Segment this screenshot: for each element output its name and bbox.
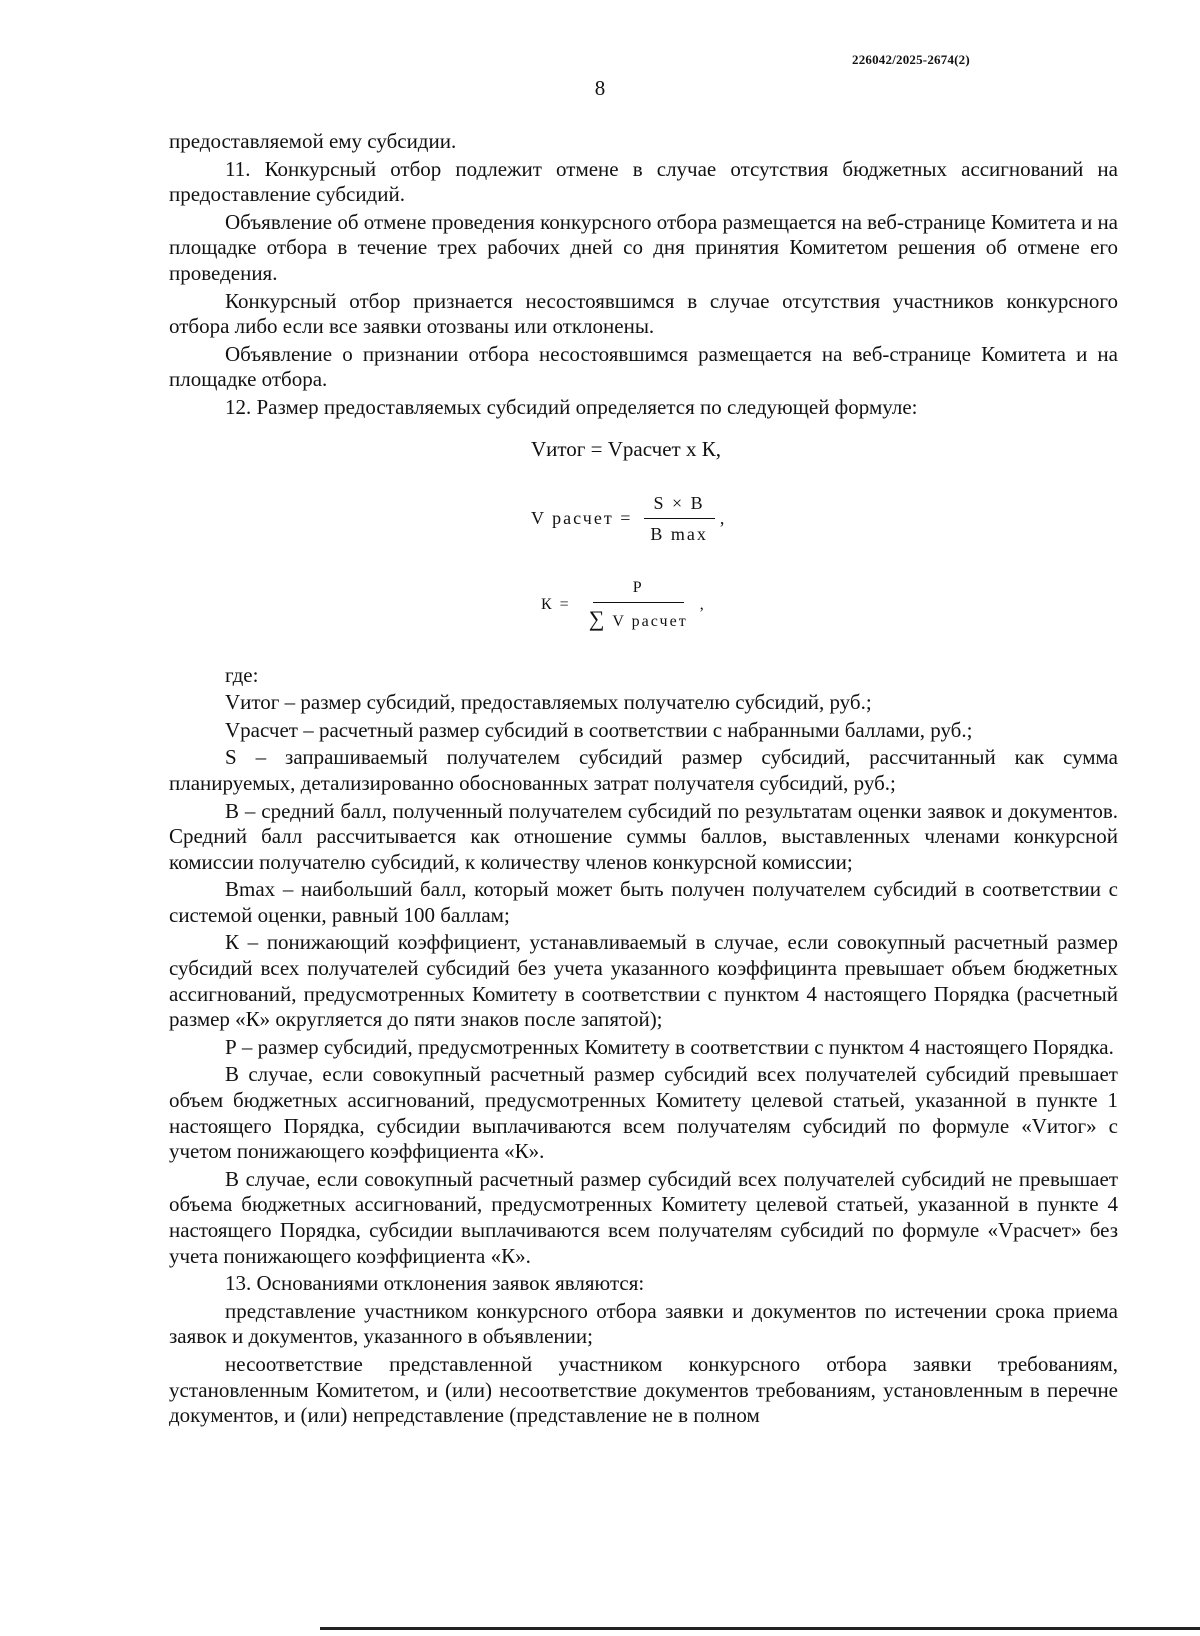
sum-term: V расчет: [612, 613, 688, 631]
definition: К – понижающий коэффициент, устанавливаемый в случае, если совокупный расчетный размер субсидий всех получателей субсидий без учета указанного коэффицинта превышает объем бюджетных ассигнований, предусмотренных Комитету в соответствии с пунктом 4 настоящего Порядка (расчетный размер «К» округляется до пяти знаков после запятой);: [169, 930, 1118, 1032]
where-label: где:: [225, 662, 259, 687]
paragraph: Конкурсный отбор признается несостоявшимся в случае отсутствия участников конкурсного отбора либо если все заявки отозваны или отклонены.: [169, 288, 1118, 339]
definition: Р – размер субсидий, предусмотренных Комитету в соответствии с пунктом 4 настоящего Порядка.: [225, 1034, 1114, 1059]
definition: Bmax – наибольший балл, который может быть получен получателем субсидий в соответствии с системой оценки, равный 100 баллам;: [169, 877, 1118, 927]
definition: S – запрашиваемый получателем субсидий размер субсидий, рассчитанный как сумма планируемых, детализированно обоснованных затрат получателя субсидий, руб.;: [169, 745, 1118, 795]
fraction-denominator: [579, 603, 698, 635]
formula-lhs: К =: [541, 595, 571, 613]
fraction: [640, 491, 718, 548]
paragraph: 12. Размер предоставляемых субсидий определяется по следующей формуле:: [225, 394, 918, 419]
scan-edge-line: [320, 1627, 1200, 1630]
definition: B – средний балл, полученный получателем субсидий по результатам оценки заявок и документов. Средний балл рассчитывается как отношение суммы баллов, выставленных членами конкурсной комиссии получателю субсидий, к количеству членов конкурсной комиссии;: [169, 798, 1118, 874]
formula-comma: ,: [699, 595, 706, 613]
paragraph: В случае, если совокупный расчетный размер субсидий всех получателей субсидий превышает объем бюджетных ассигнований, предусмотренных Комитету целевой статьей, указанной в пункте 1 настоящего Порядка, субсидии выплачиваются всем получателям субсидий по формуле «Vитог» с учетом понижающего коэффициента «К».: [169, 1062, 1118, 1164]
paragraph: предоставляемой ему субсидии.: [169, 129, 457, 153]
formula-lhs: V расчет =: [531, 508, 633, 529]
fraction-denominator: B max: [650, 524, 708, 545]
definition: Vитог – размер субсидий, предоставляемых получателю субсидий, руб.;: [225, 690, 872, 715]
formula-v-raschet: [531, 491, 726, 548]
fraction: [579, 575, 698, 635]
document-body: [169, 129, 1118, 1431]
definition: Vрасчет – расчетный размер субсидий в соответствии с набранными баллами, руб.;: [225, 717, 973, 742]
paragraph: Объявление об отмене проведения конкурсного отбора размещается на веб-странице Комитета и на площадке отбора в течение трех рабочих дней со дня принятия Комитетом решения об отмене его проведения.: [169, 209, 1118, 285]
document-id: 226042/2025-2674(2): [852, 52, 970, 67]
paragraph: В случае, если совокупный расчетный размер субсидий всех получателей субсидий не превышает объема бюджетных ассигнований, предусмотренных Комитету целевой статьей, указанной в пункте 4 настоящего Порядка, субсидии выплачиваются всем получателям субсидий по формуле «Vрасчет» без учета понижающего коэффициента «К».: [169, 1166, 1118, 1268]
paragraph: 13. Основаниями отклонения заявок являются:: [225, 1271, 645, 1296]
formula-block: [169, 423, 1118, 663]
formula-k: [541, 575, 706, 635]
fraction-numerator: S × B: [644, 491, 715, 520]
paragraph: 11. Конкурсный отбор подлежит отмене в случае отсутствия бюджетных ассигнований на предоставление субсидий.: [169, 156, 1118, 207]
paragraph: Объявление о признании отбора несостоявшимся размещается на веб-странице Комитета и на площадке отбора.: [169, 341, 1118, 392]
sigma-symbol: ∑: [588, 606, 607, 632]
page-number: 8: [594, 76, 606, 100]
paragraph: несоответствие представленной участником конкурсного отбора заявки требованиям, установленным Комитетом, и (или) несоответствие документов требованиям, установленным в перечне документов, и (или) непредставление (представление не в полном: [169, 1351, 1118, 1428]
formula-v-itog: Vитог = Vрасчет х К,: [531, 436, 721, 461]
paragraph: представление участником конкурсного отбора заявки и документов по истечении срока приема заявок и документов, указанного в объявлении;: [169, 1298, 1118, 1349]
formula-comma: ,: [719, 508, 727, 529]
fraction-numerator: P: [593, 575, 684, 604]
